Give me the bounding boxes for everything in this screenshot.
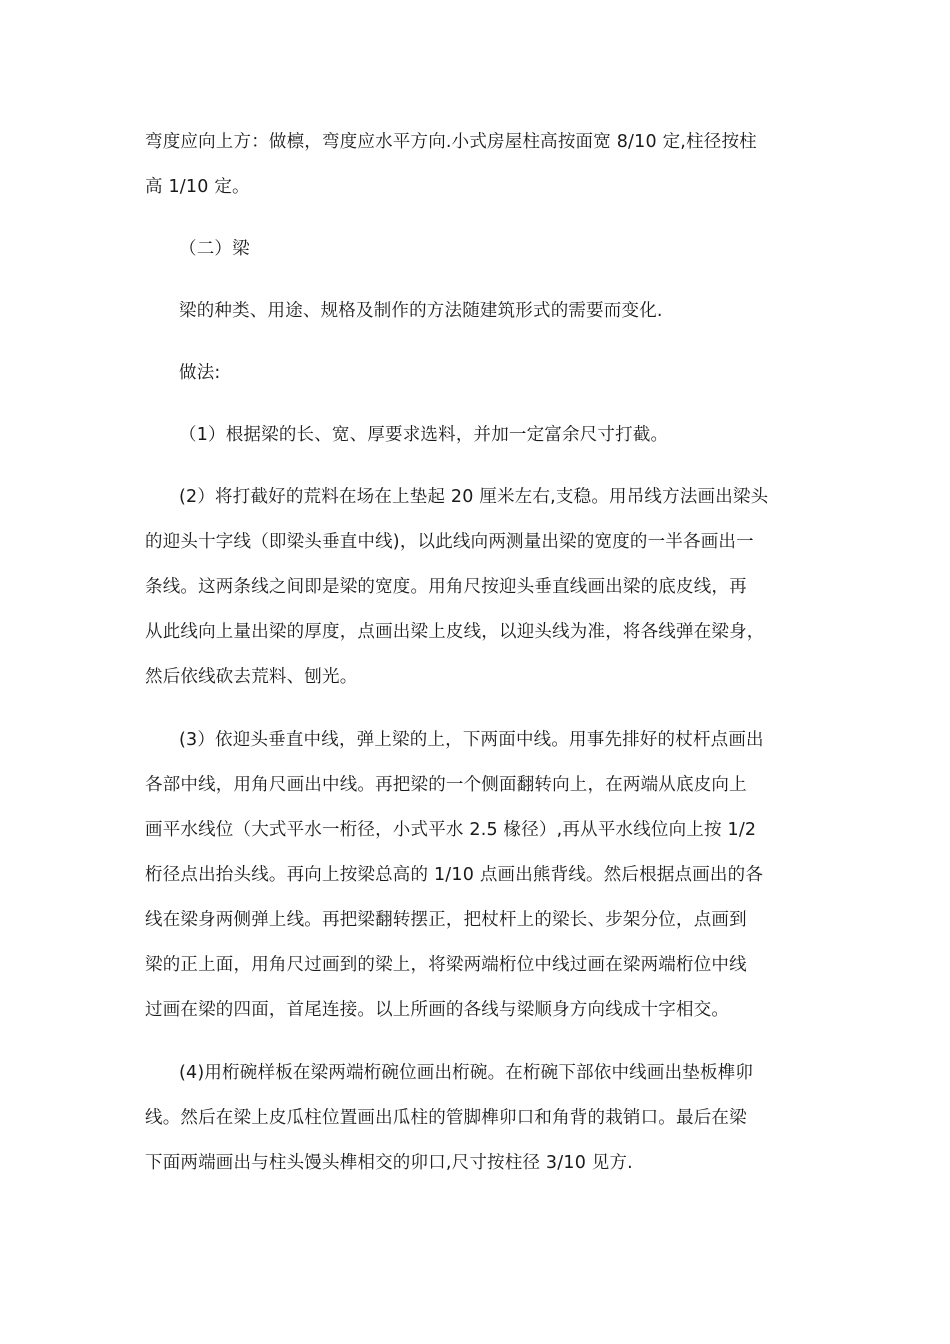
text-line: 条线。这两条线之间即是梁的宽度。用角尺按迎头垂直线画出梁的底皮线，再: [145, 577, 747, 597]
paragraph-gap: [145, 396, 810, 413]
paragraph-gap: [145, 210, 810, 227]
section-heading: （二）梁: [179, 239, 250, 259]
text-line: 梁的正上面，用角尺过画到的梁上，将梁两端桁位中线过画在梁两端桁位中线: [145, 955, 747, 975]
method-label: 做法:: [179, 363, 221, 383]
paragraph-gap: [145, 1033, 810, 1051]
text-line: (2）将打截好的荒料在场在上垫起 20 厘米左右,支稳。用吊线方法画出梁头: [179, 487, 769, 507]
text-line: 线在梁身两侧弹上线。再把梁翻转摆正，把杖杆上的梁长、步架分位，点画到: [145, 910, 747, 930]
paragraph-gap: [145, 700, 810, 718]
step-4-paragraph: [145, 1051, 810, 1186]
intro-paragraph: [145, 120, 810, 210]
paragraph-gap: [145, 272, 810, 289]
text-line: (3）依迎头垂直中线，弹上梁的上，下两面中线。用事先排好的杖杆点画出: [179, 730, 764, 750]
step-2-paragraph: [145, 475, 810, 700]
text-line: 各部中线，用角尺画出中线。再把梁的一个侧面翻转向上，在两端从底皮向上: [145, 775, 747, 795]
text-line: 过画在梁的四面，首尾连接。以上所画的各线与梁顺身方向线成十字相交。: [145, 1000, 730, 1020]
text-line: 然后依线砍去荒料、刨光。: [145, 667, 358, 687]
summary-paragraph: 梁的种类、用途、规格及制作的方法随建筑形式的需要而变化.: [179, 301, 663, 321]
text-line: 桁径点出抬头线。再向上按梁总高的 1/10 点画出熊背线。然后根据点画出的各: [145, 865, 764, 885]
text-line: 的迎头十字线（即梁头垂直中线)，以此线向两测量出梁的宽度的一半各画出一: [145, 532, 754, 552]
step-3-paragraph: [145, 718, 810, 1033]
text-line: 弯度应向上方：做檩，弯度应水平方向.小式房屋柱高按面宽 8/10 定,柱径按柱: [145, 132, 757, 152]
text-line: (4)用桁碗样板在梁两端桁碗位画出桁碗。在桁碗下部依中线画出垫板榫卯: [179, 1063, 754, 1083]
paragraph-gap: [145, 334, 810, 351]
step-1-paragraph: （1）根据梁的长、宽、厚要求选料，并加一定富余尺寸打截。: [179, 425, 669, 445]
text-line: 高 1/10 定。: [145, 177, 250, 197]
text-line: 下面两端画出与柱头馒头榫相交的卯口,尺寸按柱径 3/10 见方.: [145, 1153, 633, 1173]
text-line: 线。然后在梁上皮瓜柱位置画出瓜柱的管脚榫卯口和角背的栽销口。最后在梁: [145, 1108, 747, 1128]
text-line: 画平水线位（大式平水一桁径，小式平水 2.5 椽径）,再从平水线位向上按 1/2: [145, 820, 757, 840]
text-line: 从此线向上量出梁的厚度，点画出梁上皮线，以迎头线为准，将各线弹在梁身，: [145, 622, 765, 642]
document-body: [145, 120, 810, 1186]
paragraph-gap: [145, 458, 810, 475]
